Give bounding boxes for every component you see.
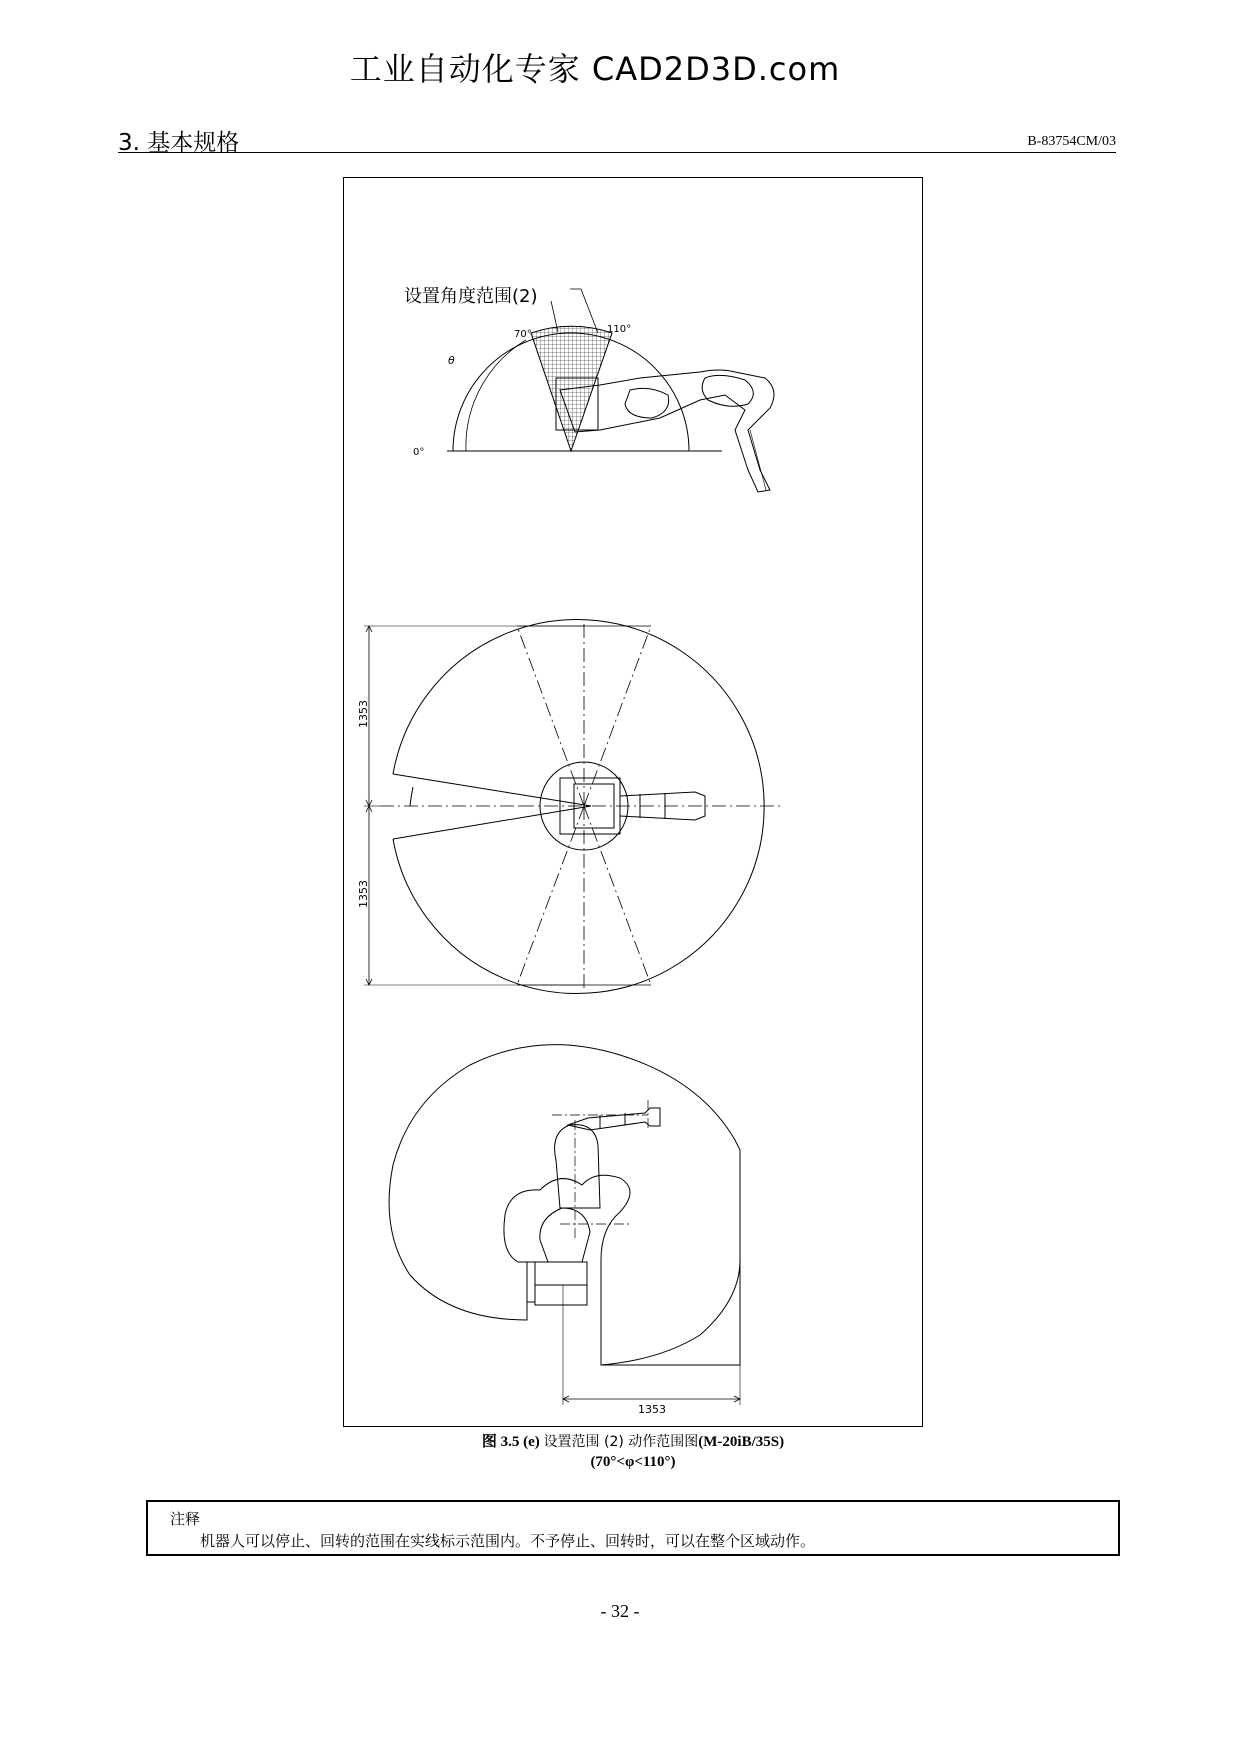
figure-caption-line2: (70°<φ<110°)	[590, 1454, 676, 1470]
angle-0-label: 0°	[413, 447, 425, 458]
caption-model: (M-20iB/35S)	[698, 1434, 785, 1450]
angle-callout-label: 设置角度范围(2)	[404, 286, 538, 307]
theta-arc	[466, 340, 526, 451]
theta-label: θ	[448, 354, 455, 367]
angle-range-view	[447, 289, 774, 492]
robot-lower-arm-side	[540, 1208, 590, 1262]
section-heading: 3. 基本规格	[118, 130, 240, 156]
robot-base-side	[535, 1262, 587, 1305]
dimension-bottom-label: 1353	[638, 1403, 666, 1416]
outer-range-circle	[393, 620, 764, 994]
caption-prefix: 图 3.5 (e)	[481, 1434, 540, 1450]
angle-70-label: 70°	[514, 329, 532, 340]
note-title: 注释	[170, 1510, 201, 1528]
side-view	[389, 1045, 740, 1405]
caption-title: 设置范围 (2) 动作范围图	[543, 1434, 699, 1450]
document-number: B-83754CM/03	[1027, 134, 1116, 149]
figure-caption-line1	[343, 1430, 923, 1451]
robot-forearm-side	[568, 1108, 660, 1130]
note-body: 机器人可以停止、回转的范围在实线标示范围内。不予停止、回转时，可以在整个区域动作。	[200, 1532, 816, 1550]
angle-110-label: 110°	[607, 324, 632, 335]
page-number: - 32 -	[600, 1601, 640, 1621]
plan-view	[364, 620, 784, 994]
dimension-lower-label: 1353	[357, 880, 370, 908]
dimension-upper-label: 1353	[357, 700, 370, 728]
side-outer-envelope	[389, 1045, 740, 1365]
rear-wedge-top	[393, 774, 591, 806]
note-box	[146, 1500, 1120, 1556]
watermark: 工业自动化专家 CAD2D3D.com	[349, 50, 841, 88]
